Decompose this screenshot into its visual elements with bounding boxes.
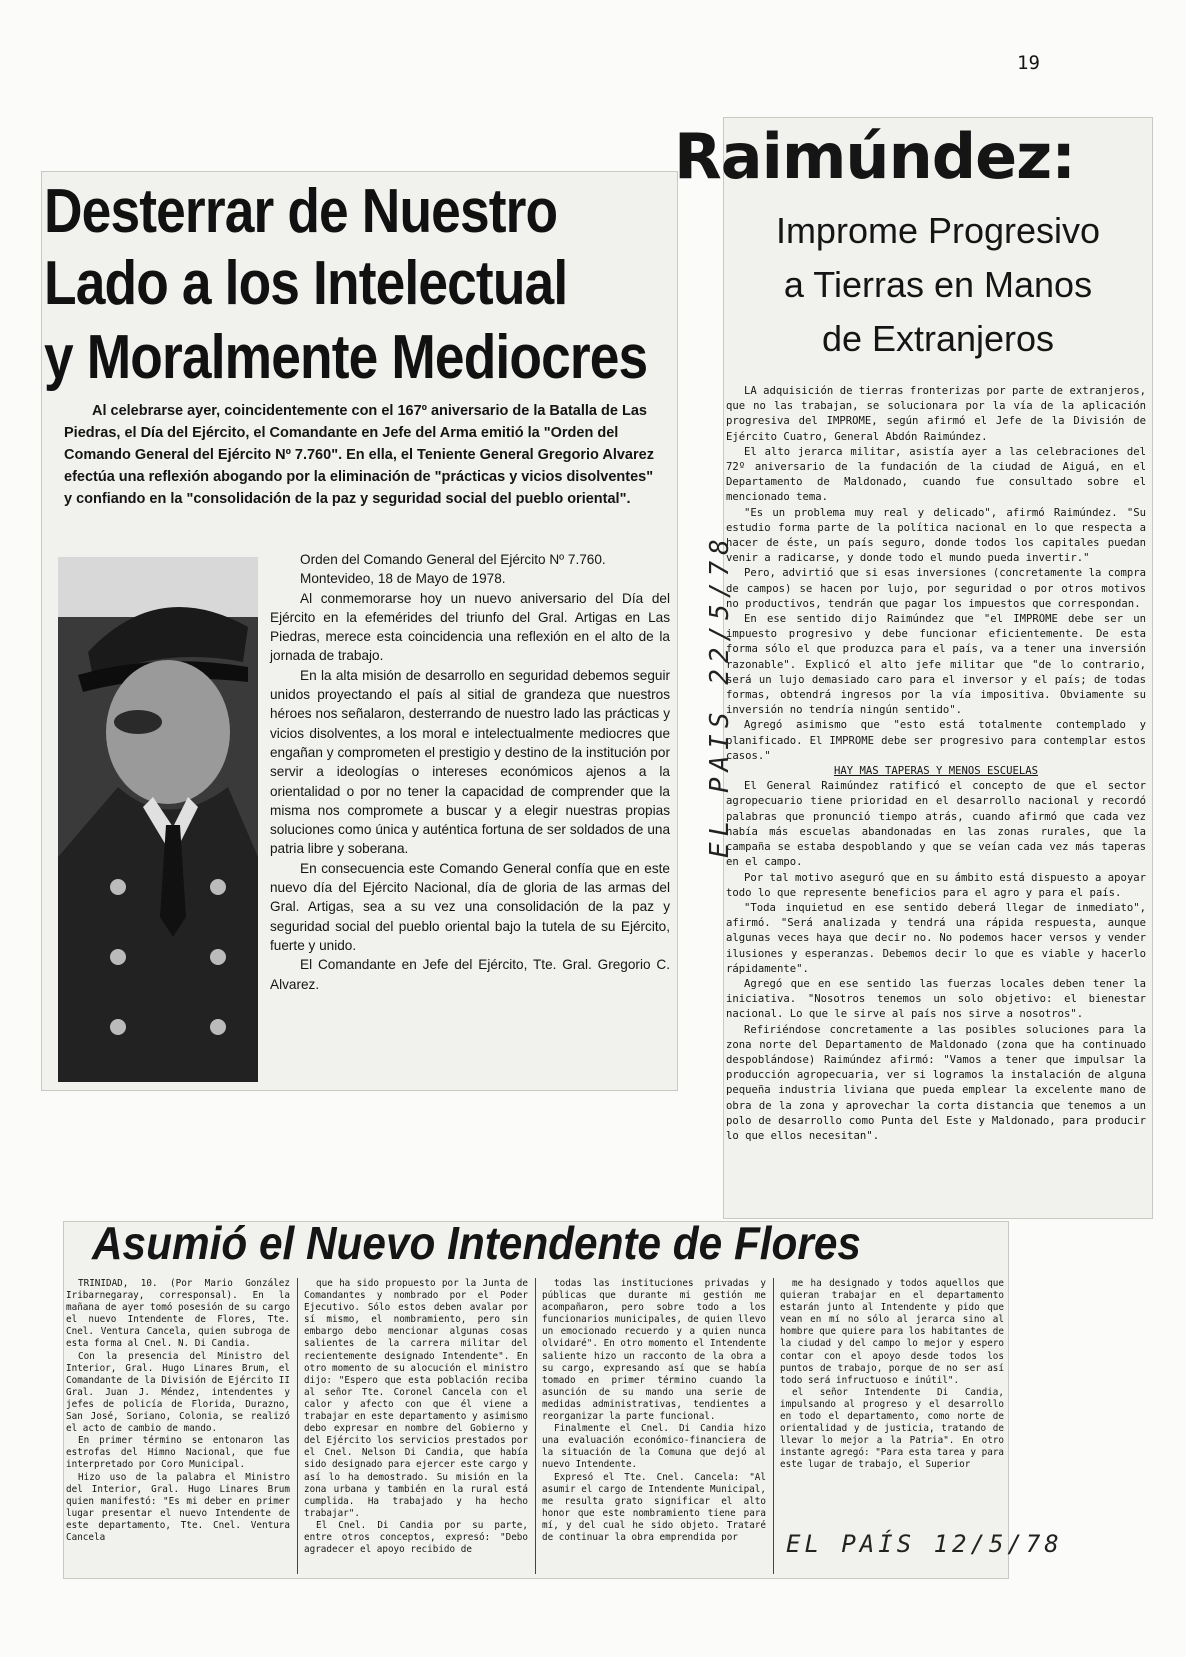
headline-line-1: Desterrar de Nuestro [44, 177, 558, 246]
column-paragraph: Con la presencia del Ministro del Interior, Gral. Hugo Linares Brum, el Comandante de la División de Ejército II Gral. Juan J. Méndez, intendentes y jefes de policía de Florida, Durazno, San José, Soriano, Colonia, se realizó el acto de cambio de mando. [66, 1350, 290, 1435]
text-column-1 [66, 1278, 290, 1544]
army-order-text [270, 550, 670, 994]
headline-line-2: Lado a los Intelectual [44, 249, 568, 318]
handwritten-date-right: EL PAIS 22/5/78 [705, 533, 735, 858]
headline-name: Raimúndez: [674, 120, 1076, 193]
lead-paragraph: Al celebrarse ayer, coincidentemente con el 167º aniversario de la Batalla de Las Piedras, el Día del Ejército, el Comandante en Jefe del Arma emitió la "Orden del Comando General del Ejército Nº 7.760". En ella, el Teniente General Gregorio Alvarez efectúa una reflexión abogando por la eliminación de "prácticas y vicios disolventes" y confiando en la "consolidación de la paz y seguridad social del pueblo oriental". [64, 403, 654, 507]
article-paragraph: El General Raimúndez ratificó el concepto de que el sector agropecuario tiene prioridad en el desarrollo nacional y recordó palabras que pronunció tiempo atrás, cuando afirmó que cada vez había más escuelas abandonadas en las zonas rurales, que la campaña se estaba despoblando y que se veían cada vez más taperas en el campo. [726, 780, 1146, 869]
column-paragraph: El Cnel. Di Candia por su parte, entre otros conceptos, expresó: "Debo agradecer el apoyo recibido de [304, 1519, 528, 1556]
article-paragraph: Por tal motivo aseguró que en su ámbito está dispuesto a apoyar todo lo que represente beneficios para el agro y para el país. [726, 871, 1146, 899]
column-paragraph: me ha designado y todos aquellos que quieran trabajar en el departamento estarán junto al Intendente y pido que vean en mí no sólo al jerarca sino al hombre que quiere para los habitantes de la ciudad y del campo lo mejor y espero contar con el apoyo desde todos los puntos de trabajo, porque de no ser así todo será infructuoso e inútil". [780, 1278, 1004, 1386]
order-paragraph: En la alta misión de desarrollo en seguridad debemos seguir unidos proyectando el país al sitial de grandeza que nuestros héroes nos señalaron, desterrando de nuestro lado las prácticas y vicios disolventes, a los moral e intelectualmente mediocres que engañan y comprometen el prestigio y destino de la institución por servir a ideologías o intereses económicos ajenos a la orientalidad o por no tener la capacidad de comprender que la misma nos compromete a buscar y a elegir nuestras propias soluciones como única y auténtica fortuna de ser soldados de una patria libre y soberana. [270, 667, 670, 857]
order-paragraph: Orden del Comando General del Ejército Nº 7.760. [300, 552, 606, 567]
clipping-desterrar [42, 172, 677, 1090]
article-paragraph: "Es un problema muy real y delicado", afirmó Raimúndez. "Su estudio forma parte de la política nacional en lo que respecta a hacer de éste, un país seguro, donde todos los capitales puedan venir a radicarse, y donde todo el mundo pueda invertir." [726, 506, 1146, 565]
subheadline-line-2: a Tierras en Manos [783, 264, 1093, 305]
column-divider [773, 1278, 774, 1574]
subheadline-line-3: de Extranjeros [821, 318, 1055, 359]
column-divider [535, 1278, 536, 1574]
page-number: 19 [1017, 52, 1040, 74]
article-paragraph: Pero, advirtió que si esas inversiones (concretamente la compra de campos) se hacen por lujo, por seguridad o por otros motivos no productivos, tendrán que pagar los impuestos que correspondan. [726, 567, 1146, 610]
text-column-2 [304, 1278, 528, 1556]
column-paragraph: TRINIDAD, 10. (Por Mario González Iribarnegaray, corresponsal). En la mañana de ayer tomó posesión de su cargo el nuevo Intendente de Flores, Tte. Cnel. Ventura Cancela, quien subroga de esta forma al Cnel. N. Di Candia. [66, 1278, 290, 1350]
handwritten-date-bottom: EL PAÍS 12/5/78 [786, 1530, 1063, 1558]
order-paragraph: Montevideo, 18 de Mayo de 1978. [300, 571, 506, 587]
article-paragraph: "Toda inquietud en ese sentido deberá llegar de inmediato", afirmó. "Será analizada y tendrá una rápida respuesta, aunque algunas veces haya que decir no. No podemos hacer versos y vender ilusiones y esperanzas. Debemos decir lo que es viable y hacerlo rápidamente". [726, 901, 1146, 975]
order-paragraph: En consecuencia este Comando General confía que en este nuevo día del Ejército Nacional, día de gloria de las armas del Gral. Artigas, sea a su vez una consolidación de la paz y seguridad social del pueblo oriental bajo la tutela de su Ejército, fuerte y unido. [270, 860, 670, 953]
article-paragraph: Refiriéndose concretamente a las posibles soluciones para la zona norte del Departamento de Maldonado (zona que ha continuado despoblándose) Raimúndez afirmó: "Vamos a tener que impulsar la producción agropecuaria, ver si logramos la instalación de alguna pequeña industria liviana que pueda emplear la excelente mano de obra de la zona y aprovechar la corta distancia que tenemos a un polo de desarrollo como Punta del Este y Maldonado, para producir lo que ellos necesitan". [726, 1023, 1146, 1142]
column-paragraph: todas las instituciones privadas y públicas que durante mi gestión me acompañaron, pero sobre todo a los funcionarios municipales, de quien llevo un emocionado recuerdo y a quien nunca olvidaré". En otro momento el Intendente saliente hizo un racconto de la obra a su cargo, expresando así que se había tomado en primer término cuando la asunción de su mando una serie de medidas administrativas, tendientes a reorganizar la parte funcional. [542, 1278, 766, 1423]
clipping-flores [64, 1217, 1008, 1578]
subheadline-line-1: Improme Progresivo [775, 210, 1101, 251]
order-paragraph: Al conmemorarse hoy un nuevo aniversario del Día del Ejército en la efemérides del triunfo del Gral. Artigas en Las Piedras, merece esta coincidencia una reflexión en el alto de la jornada de trabajo. [270, 590, 670, 664]
headline: Asumió el Nuevo Intendente de Flores [92, 1217, 861, 1269]
column-paragraph: En primer término se entonaron las estrofas del Himno Nacional, que fue interpretado por Coro Municipal. [66, 1435, 290, 1471]
column-paragraph: Finalmente el Cnel. Di Candia hizo una evaluación económico-financiera de la situación de la Comuna que dejó al nuevo Intendente. [542, 1423, 766, 1471]
column-divider [297, 1278, 298, 1574]
column-paragraph: el señor Intendente Di Candia, impulsando al progreso y el desarrollo en todo el departamento, como norte de orientalidad y de justicia, tratando de llevar lo mejor a la Patria". En otro instante agregó: "Para esta tarea y para este lugar de trabajo, el Superior [780, 1386, 1004, 1471]
officer-photo [58, 557, 258, 1082]
article-body [726, 384, 1146, 1144]
article-paragraph: LA adquisición de tierras fronterizas por parte de extranjeros, que no las trabajan, se solucionara por la vía de la aplicación progresiva del IMPROME, según afirmó el Jefe de la División de Ejército Cuatro, General Abdón Raimúndez. [726, 385, 1146, 443]
article-paragraph: En ese sentido dijo Raimúndez que "el IMPROME debe ser un impuesto progresivo y debe funcionar eficientemente. De esta forma sólo el que produzca para el país, va a tener una inversión razonable". Explicó el alto jefe militar que "de lo contrario, será un lujo demasiado caro para el inversor y el país; de todas formas, obtendrá ingresos por la vía impositiva. Obviamente su inversión no tendría ningún sentido". [726, 613, 1146, 717]
column-paragraph: Expresó el Tte. Cnel. Cancela: "Al asumir el cargo de Intendente Municipal, me resulta grato significar el alto honor que este nombramiento tiene para mí, y del cual he sido objeto. Trataré de continuar la obra emprendida por [542, 1471, 766, 1543]
article-paragraph: Agregó asimismo que "esto está totalmente contemplado y planificado. El IMPROME debe ser progresivo para contemplar estos casos." [726, 719, 1146, 762]
text-column-3 [542, 1278, 766, 1544]
article-paragraph: Agregó que en ese sentido las fuerzas locales deben tener la iniciativa. "Nosotros tenemos un solo objetivo: el bienestar nacional. Lo que le sirve al país nos sirve a nosotros". [726, 977, 1146, 1021]
order-signature: El Comandante en Jefe del Ejército, Tte. Gral. Gregorio C. Alvarez. [270, 957, 670, 992]
column-paragraph: que ha sido propuesto por la Junta de Comandantes y nombrado por el Poder Ejecutivo. Sólo estos deben avalar por sí mismo, el nombramiento, pero sin embargo debo mencionar algunas cosas salientes de la carrera militar del recientemente designado Intendente". En otro momento de su alocución el ministro dijo: "Espero que esta población reciba al señor Tte. Coronel Cancela con el calor y afecto con que él viene a trabajar en este departamento y asimismo debo expresar en nombre del Gobierno y del Ejército los servicios prestados por el Cnel. Nelson Di Candia, que había sido designado para ejercer este cargo y así lo ha demostrado. Su misión en la zona urbana y también en la rural está cumplida. Ha trabajado y ha hecho trabajar". [304, 1278, 528, 1519]
headline-line-3: y Moralmente Mediocres [44, 323, 648, 392]
section-subheading: HAY MAS TAPERAS Y MENOS ESCUELAS [833, 765, 1039, 778]
text-column-4 [780, 1278, 1004, 1472]
article-paragraph: El alto jerarca militar, asistía ayer a las celebraciones del 72º aniversario de la fundación de la ciudad de Aiguá, en el Departamento de Maldonado, cuando fue consultado sobre el mencionado tema. [726, 445, 1146, 504]
column-paragraph: Hizo uso de la palabra el Ministro del Interior, Gral. Hugo Linares Brum quien manifestó: "Es mi deber en primer lugar presentar el nuevo Intendente de este departamento, Tte. Cnel. Ventura Cancela [66, 1471, 290, 1543]
